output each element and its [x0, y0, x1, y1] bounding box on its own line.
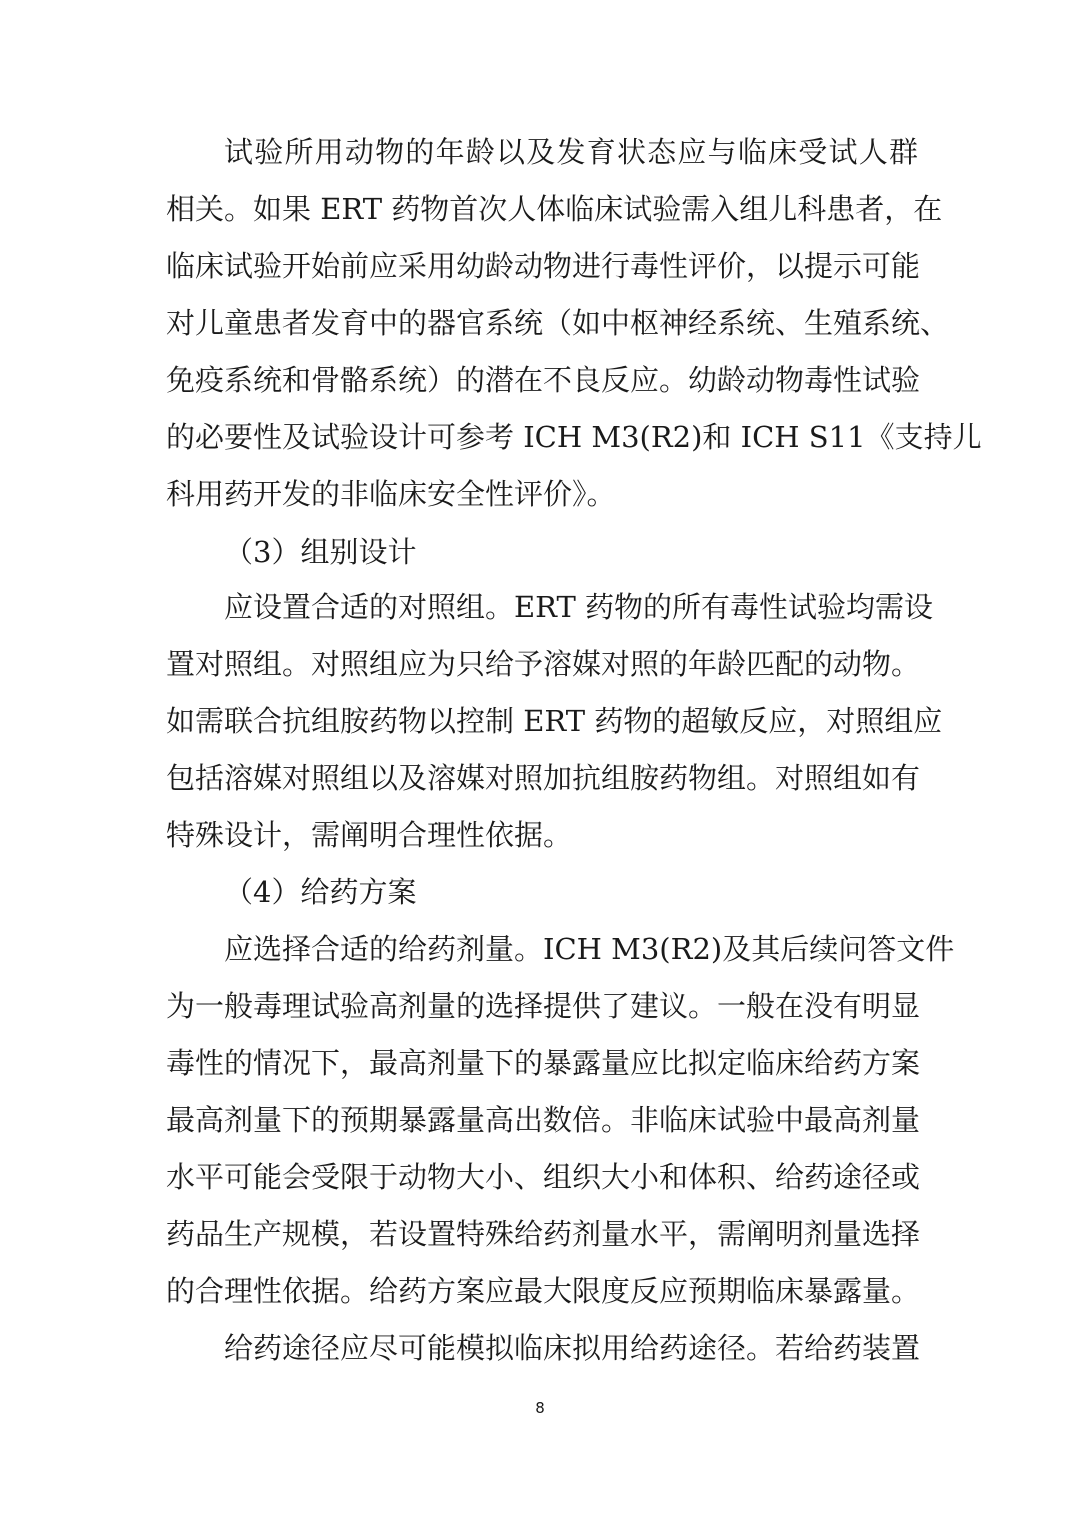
- text-line: 置对照组。对照组应为只给予溶媒对照的年龄匹配的动物。: [166, 647, 921, 681]
- text-line: 免疫系统和骨骼系统）的潜在不良反应。幼龄动物毒性试验: [166, 363, 921, 397]
- text-line: 临床试验开始前应采用幼龄动物进行毒性评价，以提示可能: [166, 249, 921, 283]
- text-line: 如需联合抗组胺药物以控制 ERT 药物的超敏反应，对照组应: [166, 704, 943, 738]
- text-line: 的合理性依据。给药方案应最大限度反应预期临床暴露量。: [166, 1274, 921, 1308]
- text-line: 药品生产规模，若设置特殊给药剂量水平，需阐明剂量选择: [166, 1217, 921, 1251]
- text-line: 应设置合适的对照组。ERT 药物的所有毒性试验均需设: [224, 590, 934, 624]
- text-line: 的必要性及试验设计可参考 ICH M3(R2)和 ICH S11《支持儿: [166, 420, 982, 454]
- text-line: 对儿童患者发育中的器官系统（如中枢神经系统、生殖系统、: [166, 306, 950, 340]
- text-line: 为一般毒理试验高剂量的选择提供了建议。一般在没有明显: [166, 989, 921, 1023]
- section-heading-group-design: （3）组别设计: [224, 535, 417, 569]
- text-line: 毒性的情况下，最高剂量下的暴露量应比拟定临床给药方案: [166, 1046, 921, 1080]
- text-line: 相关。如果 ERT 药物首次人体临床试验需入组儿科患者，在: [166, 192, 943, 226]
- text-line: 应选择合适的给药剂量。ICH M3(R2)及其后续问答文件: [224, 932, 955, 966]
- text-line: 水平可能会受限于动物大小、组织大小和体积、给药途径或: [166, 1160, 921, 1194]
- section-heading-dosing-regimen: （4）给药方案: [224, 875, 417, 909]
- text-line: 特殊设计，需阐明合理性依据。: [166, 818, 573, 852]
- text-line: 最高剂量下的预期暴露量高出数倍。非临床试验中最高剂量: [166, 1103, 921, 1137]
- page-number: 8: [535, 1399, 545, 1417]
- text-line: 给药途径应尽可能模拟临床拟用给药途径。若给药装置: [224, 1331, 921, 1365]
- text-line: 包括溶媒对照组以及溶媒对照加抗组胺药物组。对照组如有: [166, 761, 921, 795]
- text-line: 试验所用动物的年龄以及发育状态应与临床受试人群: [224, 135, 918, 169]
- text-line: 科用药开发的非临床安全性评价》。: [166, 477, 616, 511]
